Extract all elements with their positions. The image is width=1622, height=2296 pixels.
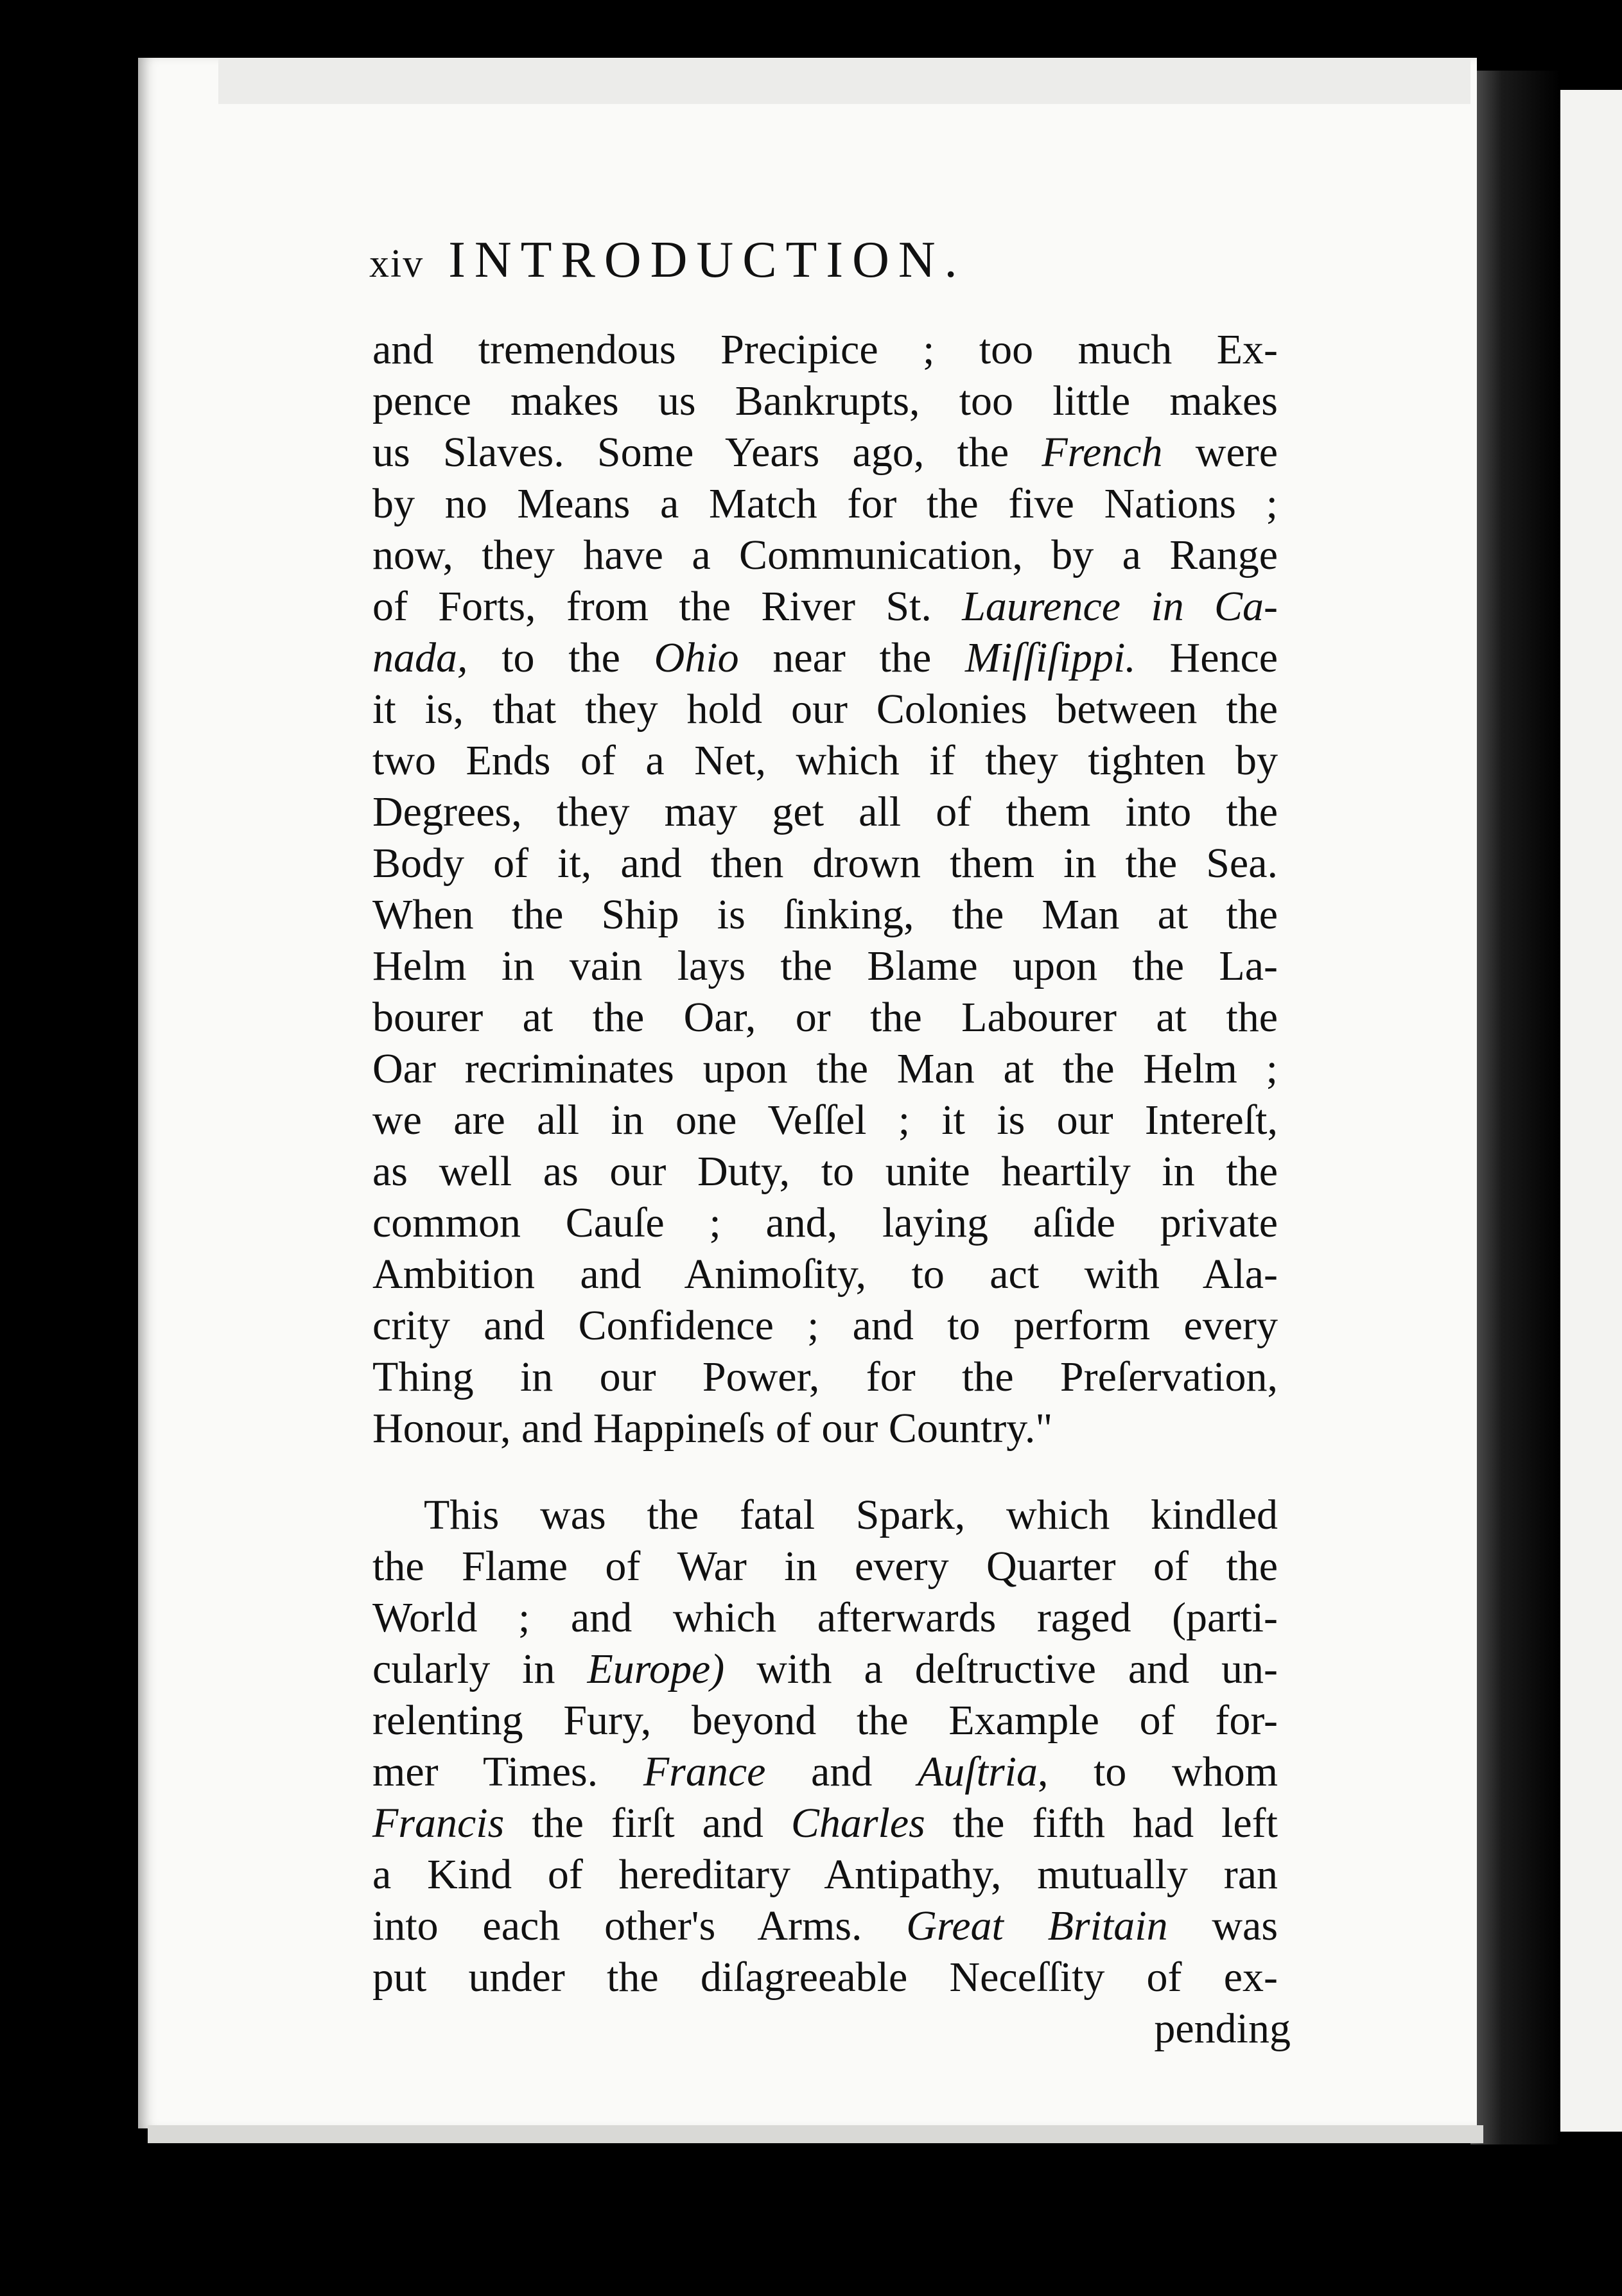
- text-line: pence makes us Bankrupts, too little makes: [372, 378, 1278, 424]
- text-line: the Flame of War in every Quarter of the: [372, 1543, 1278, 1590]
- text-line: nada, to the Ohio near the Miſſiſippi. Hence: [372, 634, 1278, 681]
- text-line: as well as our Duty, to unite heartily in the: [372, 1148, 1278, 1195]
- text-line: bourer at the Oar, or the Labourer at the: [372, 994, 1278, 1041]
- text-line: Oar recriminates upon the Man at the Helm ;: [372, 1045, 1278, 1092]
- text-line: crity and Confidence ; and to perform every: [372, 1302, 1278, 1349]
- text-line: and tremendous Precipice ; too much Ex-: [372, 326, 1278, 373]
- catchword: pending: [1154, 2005, 1291, 2052]
- page-bottom-edge: [148, 2125, 1483, 2143]
- text-line: Helm in vain lays the Blame upon the La-: [372, 943, 1278, 989]
- text-line: Honour, and Happineſs of our Country.": [372, 1405, 1053, 1452]
- text-line: Francis the firſt and Charles the fifth had left: [372, 1800, 1278, 1847]
- text-line: World ; and which afterwards raged (parti-: [372, 1594, 1278, 1641]
- text-line: common Cauſe ; and, laying aſide private: [372, 1199, 1278, 1246]
- text-line: cularly in Europe) with a deſtructive and un-: [372, 1646, 1278, 1692]
- book-gutter: [1470, 71, 1560, 2144]
- text-line: us Slaves. Some Years ago, the French were: [372, 429, 1278, 476]
- text-line: we are all in one Veſſel ; it is our Intereſt,: [372, 1097, 1278, 1144]
- text-line: Degrees, they may get all of them into the: [372, 788, 1278, 835]
- page-title: INTRODUCTION.: [448, 232, 966, 288]
- text-line: This was the fatal Spark, which kindled: [424, 1492, 1278, 1538]
- text-line: Ambition and Animoſity, to act with Ala-: [372, 1251, 1278, 1298]
- text-line: mer Times. France and Auſtria, to whom: [372, 1748, 1278, 1795]
- text-line: When the Ship is ſinking, the Man at the: [372, 891, 1278, 938]
- text-line: by no Means a Match for the five Nations ;: [372, 480, 1278, 527]
- text-line: of Forts, from the River St. Laurence in Ca-: [372, 583, 1278, 630]
- text-line: now, they have a Communication, by a Range: [372, 532, 1278, 578]
- text-line: a Kind of hereditary Antipathy, mutually ran: [372, 1851, 1278, 1898]
- text-line: Thing in our Power, for the Preſervation,: [372, 1353, 1278, 1400]
- text-line: into each other's Arms. Great Britain was: [372, 1902, 1278, 1949]
- page-top-edge: [218, 59, 1470, 104]
- facing-page-edge: [1560, 90, 1622, 2132]
- text-line: it is, that they hold our Colonies between the: [372, 686, 1278, 733]
- text-line: Body of it, and then drown them in the Sea.: [372, 840, 1278, 887]
- running-head: [369, 231, 1268, 302]
- text-line: relenting Fury, beyond the Example of for-: [372, 1697, 1278, 1744]
- page-number: xiv: [369, 242, 424, 286]
- text-line: put under the diſagreeable Neceſſity of ex-: [372, 1954, 1278, 2001]
- text-line: two Ends of a Net, which if they tighten by: [372, 737, 1278, 784]
